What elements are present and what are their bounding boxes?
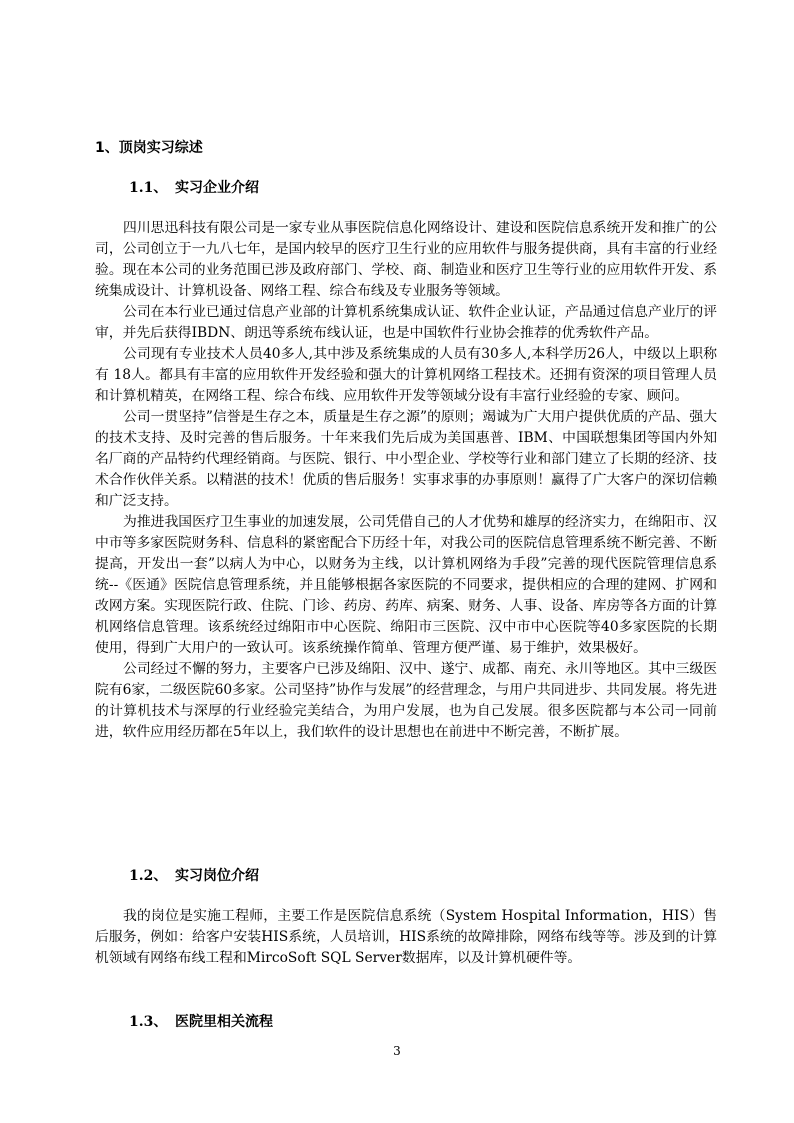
section-heading-position-intro xyxy=(129,866,259,886)
paragraph: 公司经过不懈的努力，主要客户已涉及绵阳、汉中、遂宁、成都、南充、永川等地区。其中三级医院有6家，二级医院60多家。公司坚持”协作与发展”的经营理念，与用户共同进步、共同发展。将先进的计算机技术与深厚的行业经验完美结合，为用户发展，也为自己发展。很多医院都与本公司一同前进，软件应用经历都在5年以上，我们软件的设计思想也在前进中不断完善，不断扩展。 xyxy=(95,661,717,740)
section-1-body xyxy=(95,218,717,743)
section-title: 实习企业介绍 xyxy=(175,180,259,196)
section-heading-hospital-process xyxy=(129,1012,273,1032)
section-number: 1.1、 xyxy=(129,180,168,196)
paragraph: 公司现有专业技术人员40多人,其中涉及系统集成的人员有30多人,本科学历26人，中级以上职称有 18人。都具有丰富的应用软件开发经验和强大的计算机网络工程技术。还拥有资深的项目管理人员和计算机精英，在网络工程、综合布线、应用软件开发等领域分设有丰富行业经验的专家、顾问。 xyxy=(95,346,717,404)
section-title: 医院里相关流程 xyxy=(175,1014,273,1030)
section-number: 1.3、 xyxy=(129,1014,168,1030)
section-number: 1.2、 xyxy=(129,868,168,884)
paragraph: 公司一贯坚持”信誉是生存之本，质量是生存之源”的原则；竭诚为广大用户提供优质的产品、强大的技术支持、及时完善的售后服务。十年来我们先后成为美国惠普、IBM、中国联想集团等国内外知名厂商的产品特约代理经销商。与医院、银行、中小型企业、学校等行业和部门建立了长期的经济、技术合作伙伴关系。以精湛的技术！优质的售后服务！实事求事的办事原则！赢得了广大客户的深切信赖和广泛支持。 xyxy=(95,409,717,509)
paragraph: 我的岗位是实施工程师，主要工作是医院信息系统（System Hospital Information，HIS）售后服务，例如：给客户安装HIS系统，人员培训，HIS系统的故障排除，网络布线等等。涉及到的计算机领域有网络布线工程和MircoSoft SQL Server数据库，以及计算机硬件等。 xyxy=(95,908,717,966)
section-heading-company-intro xyxy=(129,178,259,198)
section-title: 实习岗位介绍 xyxy=(175,868,259,884)
paragraph: 四川思迅科技有限公司是一家专业从事医院信息化网络设计、建设和医院信息系统开发和推广的公司，公司创立于一九八七年，是国内较早的医疗卫生行业的应用软件与服务提供商，具有丰富的行业经验。现在本公司的业务范围已涉及政府部门、学校、商、制造业和医疗卫生等行业的应用软件开发、系统集成设计、计算机设备、网络工程、综合布线及专业服务等领域。 xyxy=(95,220,717,299)
paragraph: 为推进我国医疗卫生事业的加速发展，公司凭借自己的人才优势和雄厚的经济实力，在绵阳市、汉中市等多家医院财务科、信息科的紧密配合下历经十年，对我公司的医院信息管理系统不断完善、不断提高，开发出一套”以病人为中心，以财务为主线，以计算机网络为手段”完善的现代医院管理信息系统--《医通》医院信息管理系统，并且能够根据各家医院的不同要求，提供相应的合理的建网、扩网和改网方案。实现医院行政、住院、门诊、药房、药库、病案、财务、人事、设备、库房等各方面的计算机网络信息管理。该系统经过绵阳市中心医院、绵阳市三医院、汉中市中心医院等40多家医院的长期使用，得到广大用户的一致认可。该系统操作简单、管理方便严谨、易于维护，效果极好。 xyxy=(95,514,717,656)
page-number: 3 xyxy=(393,1044,401,1058)
section-2-body xyxy=(95,906,717,969)
heading-internship-overview: 1、顶岗实习综述 xyxy=(95,140,203,156)
paragraph: 公司在本行业已通过信息产业部的计算机系统集成认证、软件企业认证，产品通过信息产业厅的评审，并先后获得IBDN、朗迅等系统布线认证，也是中国软件行业协会推荐的优秀软件产品。 xyxy=(95,304,717,341)
